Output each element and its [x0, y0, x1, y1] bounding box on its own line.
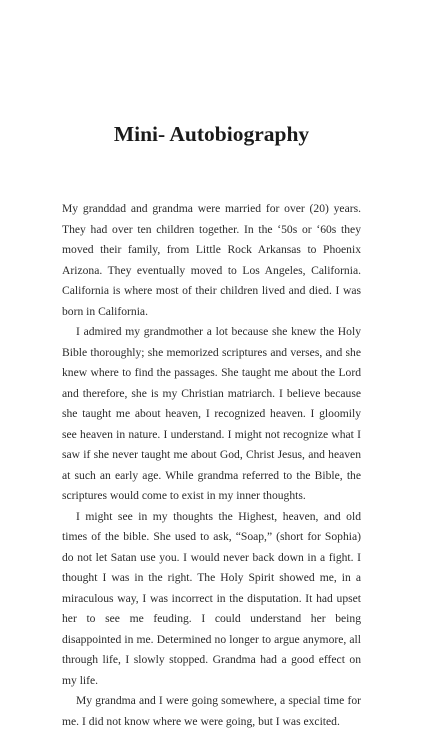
- paragraph-3: I might see in my thoughts the Highest, heaven, and old times of the bible. She used to ask, “Soap,” (short for Sophia) do not let Satan use you. I would never back down in a fight. I thought I was in the right. The Holy Spirit showed me, in a miraculous way, I was incorrect in the disputation. It had upset her to see me feuding. I could understand her being disappointed in me. Determined no longer to argue anymore, all through life, I slowly stopped. Grandma had a good effect on my life.: [62, 509, 361, 687]
- paragraph-1: My granddad and grandma were married for over (20) years. They had over ten children together. In the ‘50s or ‘60s they moved their family, from Little Rock Arkansas to Phoenix Arizona. They eventually moved to Los Angeles, California. California is where most of their children lived and died. I was born in California.: [62, 202, 361, 318]
- paragraph-2: I admired my grandmother a lot because she knew the Holy Bible thoroughly; she memorized scriptures and verses, and she knew where to find the passages. She taught me about the Lord and therefore, she is my Christian matriarch. I believe because she taught me about heaven, I recognized heaven. I gloomily see heaven in nature. I understand. I might not recognize what I saw if she never taught me about God, Christ Jesus, and heaven at such an early age. While grandma referred to the Bible, the scriptures would come to exist in my inner thoughts.: [62, 325, 361, 502]
- paragraph-4: My grandma and I were going somewhere, a special time for me. I did not know where we were going, but I was excited.: [62, 694, 361, 728]
- page-title: Mini- Autobiography: [113, 122, 310, 146]
- body-text: [62, 199, 361, 732]
